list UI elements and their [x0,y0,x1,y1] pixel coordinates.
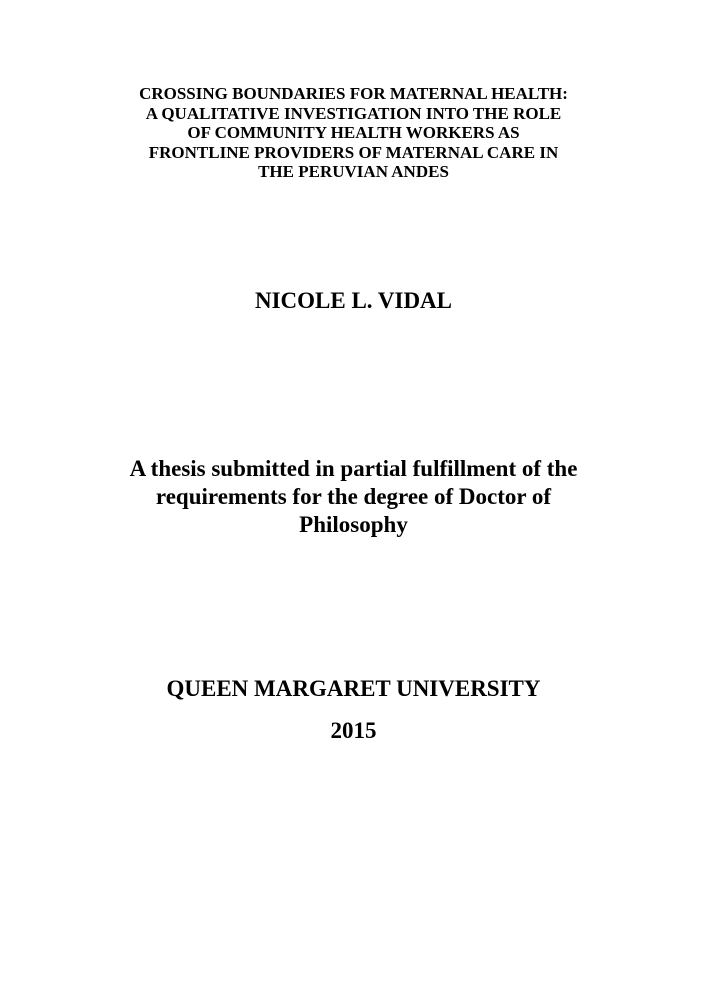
thesis-title-line: CROSSING BOUNDARIES FOR MATERNAL HEALTH: [139,84,568,103]
thesis-title-line: FRONTLINE PROVIDERS OF MATERNAL CARE IN [148,142,559,162]
submission-year: 2015 [330,718,377,743]
degree-statement-line: requirements for the degree of Doctor of [155,484,552,509]
degree-statement-line: A thesis submitted in partial fulfillment of the [129,456,578,481]
thesis-title-line: OF COMMUNITY HEALTH WORKERS AS [187,123,520,142]
thesis-title-line: A QUALITATIVE INVESTIGATION INTO THE ROLE [145,103,562,123]
university-name: QUEEN MARGARET UNIVERSITY [166,676,541,701]
author-name: NICOLE L. VIDAL [254,288,453,313]
thesis-title [0,84,707,182]
degree-statement [0,455,707,539]
thesis-title-line: THE PERUVIAN ANDES [258,162,449,181]
degree-statement-line: Philosophy [299,512,408,537]
